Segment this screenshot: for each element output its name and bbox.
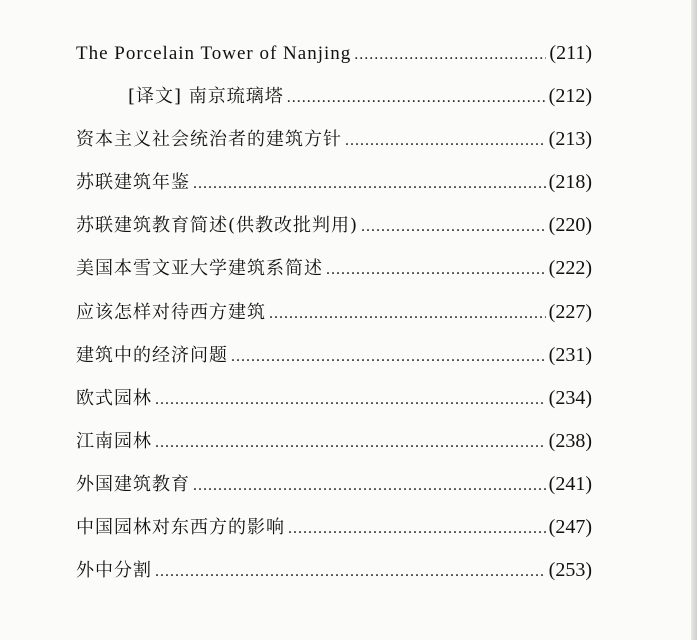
- entry-page-number: (241): [548, 472, 592, 495]
- entry-title: The Porcelain Tower of Nanjing: [76, 43, 352, 64]
- entry-page-number: (238): [548, 429, 592, 452]
- entry-page-number: (253): [548, 559, 592, 582]
- toc-entry: [76, 555, 592, 598]
- entry-title: 美国本雪文亚大学建筑系简述: [76, 258, 323, 280]
- toc-entry: [76, 340, 592, 383]
- table-of-contents: [76, 38, 592, 598]
- entry-title: 江南园林: [76, 430, 152, 452]
- entry-page-number: (231): [548, 343, 592, 366]
- toc-entry: [76, 81, 592, 124]
- entry-page-number: (222): [548, 257, 592, 280]
- toc-entry: [76, 167, 592, 210]
- toc-entry: [76, 297, 592, 340]
- entry-title: 资本主义社会统治者的建筑方针: [76, 129, 342, 151]
- entry-page-number: (227): [548, 300, 592, 323]
- entry-page-number: (234): [548, 386, 592, 409]
- dot-leader: [155, 385, 546, 415]
- dot-leader: [269, 299, 546, 329]
- entry-page-number: (218): [548, 171, 592, 194]
- dot-leader: [155, 428, 546, 458]
- entry-title: 建筑中的经济问题: [76, 344, 228, 366]
- toc-entry: [76, 253, 592, 296]
- dot-leader: [361, 212, 546, 242]
- dot-leader: [231, 342, 546, 372]
- toc-entry: [76, 124, 592, 167]
- toc-entry: [76, 210, 592, 253]
- entry-page-number: (211): [549, 42, 592, 64]
- entry-title: 苏联建筑年鉴: [76, 172, 190, 194]
- entry-title: [译文] 南京琉璃塔: [128, 86, 284, 108]
- entry-title: 外国建筑教育: [76, 473, 190, 495]
- entry-page-number: (213): [548, 128, 592, 151]
- dot-leader: [288, 514, 546, 544]
- dot-leader: [345, 126, 546, 156]
- dot-leader: [155, 557, 546, 587]
- toc-entry: [76, 38, 592, 81]
- entry-title: 苏联建筑教育简述(供教改批判用): [76, 215, 359, 237]
- dot-leader: [326, 255, 546, 285]
- entry-title: 应该怎样对待西方建筑: [76, 301, 266, 323]
- toc-entry: [76, 426, 592, 469]
- entry-page-number: (247): [548, 516, 592, 539]
- entry-page-number: (220): [548, 214, 592, 237]
- entry-page-number: (212): [548, 85, 592, 108]
- entry-title: 中国园林对东西方的影响: [76, 517, 285, 539]
- toc-entry: [76, 469, 592, 512]
- page-edge: [691, 0, 697, 640]
- dot-leader: [287, 83, 546, 113]
- dot-leader: [193, 471, 546, 501]
- toc-entry: [76, 512, 592, 555]
- toc-entry: [76, 383, 592, 426]
- entry-title: 外中分割: [76, 560, 152, 582]
- entry-title: 欧式园林: [76, 387, 152, 409]
- dot-leader: [354, 40, 546, 70]
- dot-leader: [193, 169, 546, 199]
